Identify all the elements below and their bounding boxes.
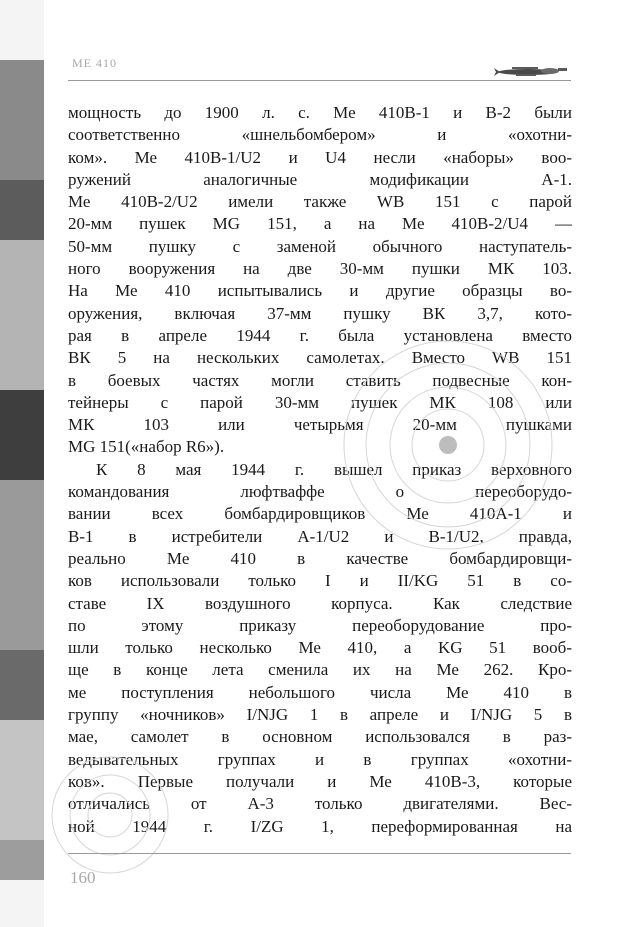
running-title: ME 410 bbox=[72, 56, 117, 70]
text-line: 20-мм пушек MG 151, а на Ме 410В-2/U4 — bbox=[68, 214, 572, 234]
header-rule bbox=[68, 80, 571, 81]
edge-band bbox=[0, 650, 44, 720]
edge-band bbox=[0, 390, 44, 480]
text-line: по этому приказу переоборудование про- bbox=[68, 615, 572, 635]
text-line: ще в конце лета сменила их на Ме 262. Кро- bbox=[68, 660, 572, 680]
text-line: В-1 в истребители А-1/U2 и В-1/U2, правда, bbox=[68, 526, 572, 546]
text-line: командования люфтваффе о переоборудо- bbox=[68, 482, 572, 502]
text-line: К 8 мая 1944 г. вышел приказ верховного bbox=[96, 459, 572, 479]
text-line: мощность до 1900 л. с. Ме 410В-1 и В-2 были bbox=[68, 103, 572, 122]
page-edge-strip bbox=[0, 0, 44, 927]
text-line: ков». Первые получали и Ме 410В-3, которые bbox=[68, 771, 572, 791]
edge-band bbox=[0, 480, 44, 650]
page-body bbox=[68, 102, 572, 838]
text-line: группу «ночников» I/NJG 1 в апреле и I/NJG 5 в bbox=[68, 705, 572, 725]
edge-band bbox=[0, 240, 44, 390]
text-line: ружений аналогичные модификации А-1. bbox=[68, 169, 572, 189]
text-line: Ме 410В-2/U2 имели также WB 151 с парой bbox=[68, 192, 572, 212]
text-line: ков использовали только I и II/KG 51 в со- bbox=[68, 571, 572, 591]
edge-band bbox=[0, 720, 44, 840]
footer-rule bbox=[68, 853, 571, 854]
text-line: реально Ме 410 в качестве бомбардировщи- bbox=[68, 548, 572, 568]
text-line: ме поступления небольшого числа Ме 410 в bbox=[68, 682, 572, 702]
text-line: вании всех бомбардировщиков Ме 410А-1 и bbox=[68, 504, 572, 524]
text-line: мае, самолет в основном использовался в раз- bbox=[68, 727, 572, 747]
text-line: шли только несколько Ме 410, а KG 51 вооб- bbox=[68, 638, 572, 658]
edge-band bbox=[0, 60, 44, 180]
text-line: оружения, включая 37-мм пушку ВК 3,7, кото- bbox=[68, 303, 572, 323]
text-line: На Ме 410 испытывались и другие образцы во- bbox=[68, 281, 572, 301]
text-line: ставе IX воздушного корпуса. Как следствие bbox=[68, 593, 572, 613]
aircraft-silhouette-icon bbox=[492, 63, 570, 79]
text-line: рая в апреле 1944 г. была установлена вместо bbox=[68, 325, 572, 345]
text-line: в боевых частях могли ставить подвесные кон- bbox=[68, 370, 572, 390]
text-line: ком». Ме 410В-1/U2 и U4 несли «наборы» воо- bbox=[68, 147, 572, 167]
edge-band bbox=[0, 180, 44, 240]
text-line: ного вооружения на две 30-мм пушки МК 103. bbox=[68, 259, 572, 279]
text-line: соответственно «шнельбомбером» и «охотни- bbox=[68, 125, 572, 145]
edge-band bbox=[0, 840, 44, 880]
text-line: отличались от А-3 только двигателями. Вес- bbox=[68, 794, 572, 814]
text-line: ной 1944 г. I/ZG 1, переформированная на bbox=[68, 816, 572, 836]
text-line: ведывательных группах и в группах «охотни- bbox=[68, 749, 572, 769]
text-line: ВК 5 на нескольких самолетах. Вместо WB 151 bbox=[68, 348, 572, 368]
text-line: MG 151(«набор R6»). bbox=[68, 437, 225, 457]
text-line: тейнеры с парой 30-мм пушек МК 108 или bbox=[68, 392, 572, 412]
text-line: 50-мм пушку с заменой обычного наступатель- bbox=[68, 236, 572, 256]
page-number: 160 bbox=[70, 868, 96, 887]
text-line: МК 103 или четырьмя 20-мм пушками bbox=[68, 415, 572, 435]
